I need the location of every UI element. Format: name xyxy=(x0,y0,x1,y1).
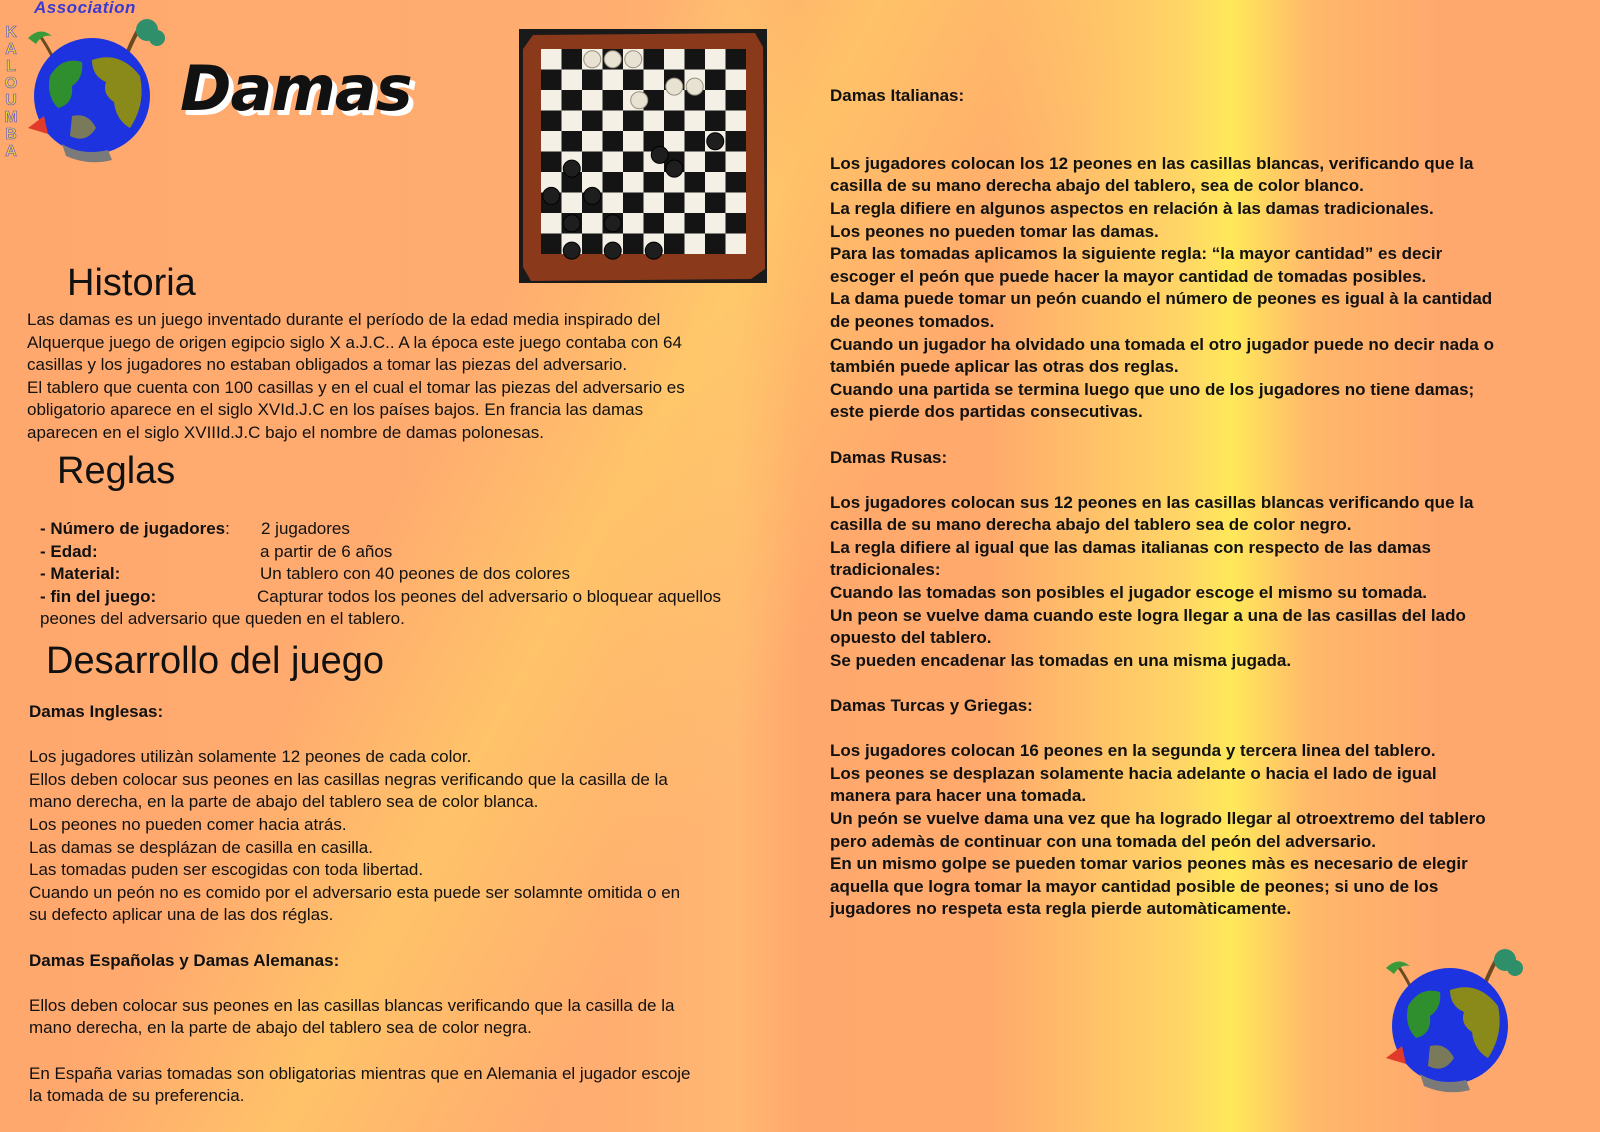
board-square xyxy=(623,213,644,234)
board-square xyxy=(541,131,562,152)
board-square xyxy=(562,49,583,70)
rule-label: - fin del juego: xyxy=(40,586,157,606)
inglesas-line: Ellos deben colocar sus peones en las casillas negras verificando que la casilla de la xyxy=(29,769,668,789)
board-square xyxy=(603,90,624,111)
board-square xyxy=(562,131,583,152)
historia-line: Alquerque juego de origen egipcio siglo X a.J.C.. A la época este juego contaba con 64 xyxy=(27,332,682,352)
historia-heading: Historia xyxy=(67,262,196,304)
board-square xyxy=(562,111,583,132)
board-square xyxy=(685,213,706,234)
board-square xyxy=(644,111,665,132)
board-square xyxy=(726,213,747,234)
logo-letter: L xyxy=(6,58,16,75)
italianas-line: este pierde dos partidas consecutivas. xyxy=(830,402,1143,422)
rule-label xyxy=(40,518,230,541)
board-square xyxy=(685,172,706,193)
board-square xyxy=(644,193,665,214)
board-square xyxy=(644,172,665,193)
rusas-line: Los jugadores colocan sus 12 peones en las casillas blancas verificando que la xyxy=(830,492,1474,512)
turcas-title: Damas Turcas y Griegas: xyxy=(830,696,1033,716)
espana-line: la tomada de su preferencia. xyxy=(29,1086,245,1106)
rule-value: Capturar todos los peones del adversario o bloquear aquellos xyxy=(257,586,722,606)
board-piece xyxy=(604,51,621,68)
board-piece xyxy=(563,215,580,232)
rusas-line: Se pueden encadenar las tomadas en una misma jugada. xyxy=(830,650,1292,670)
rule-value: 2 jugadores xyxy=(261,519,350,538)
turcas-line: pero ademàs de continuar con una tomada del peón del adversario. xyxy=(830,831,1377,851)
board-square xyxy=(705,90,726,111)
board-piece xyxy=(651,146,668,163)
board-square xyxy=(726,49,747,70)
page-title: Damas xyxy=(180,52,412,125)
board-square xyxy=(541,213,562,234)
rule-value: a partir de 6 años xyxy=(260,541,393,561)
historia-line: aparecen en el siglo XVIIId.J.C bajo el nombre de damas polonesas. xyxy=(27,422,544,442)
italianas-line: Los peones no pueden tomar las damas. xyxy=(830,221,1159,241)
italianas-line: Cuando una partida se termina luego que uno de los jugadores no tiene damas; xyxy=(830,379,1475,399)
board-square xyxy=(726,111,747,132)
italianas-line: Los jugadores colocan los 12 peones en las casillas blancas, verificando que la xyxy=(830,153,1474,173)
espanolas-title: Damas Españolas y Damas Alemanas: xyxy=(29,950,340,970)
rusas-line: La regla difiere al igual que las damas italianas con respecto de las damas xyxy=(830,537,1431,557)
board-square xyxy=(603,111,624,132)
board-square xyxy=(623,70,644,91)
rule-row xyxy=(40,518,780,541)
logo-letter: A xyxy=(5,41,17,58)
board-square xyxy=(705,49,726,70)
logo-letter: O xyxy=(4,75,18,92)
rule-label: - Material: xyxy=(40,564,121,584)
rule-value: Un tablero con 40 peones de dos colores xyxy=(260,564,570,584)
globe-decoration-icon xyxy=(1380,946,1530,1096)
board-square xyxy=(603,193,624,214)
inglesas-line: mano derecha, en la parte de abajo del tablero sea de color blanca. xyxy=(29,792,539,812)
board-square xyxy=(664,111,685,132)
board-square xyxy=(541,70,562,91)
board-square xyxy=(644,213,665,234)
board-square xyxy=(705,213,726,234)
historia-text xyxy=(27,309,787,445)
reglas-list xyxy=(40,518,780,631)
rule-continuation: peones del adversario que queden en el tablero. xyxy=(40,609,405,629)
board-square xyxy=(726,70,747,91)
board-square xyxy=(664,234,685,255)
board-square xyxy=(582,131,603,152)
rusas-line: casilla de su mano derecha abajo del tablero sea de color negro. xyxy=(830,515,1352,535)
rule-row xyxy=(40,541,780,564)
board-square xyxy=(582,213,603,234)
board-square xyxy=(541,152,562,173)
board-square xyxy=(582,111,603,132)
board-piece xyxy=(604,242,621,259)
board-square xyxy=(623,172,644,193)
board-square xyxy=(705,152,726,173)
board-square xyxy=(664,213,685,234)
board-square xyxy=(541,90,562,111)
board-square xyxy=(664,49,685,70)
board-square xyxy=(603,131,624,152)
logo-letter: B xyxy=(5,126,17,143)
rusas-line: tradicionales: xyxy=(830,560,941,580)
italianas-line: Para las tomadas aplicamos la siguiente regla: “la mayor cantidad” es decir xyxy=(830,244,1443,264)
board-square xyxy=(705,111,726,132)
board-square xyxy=(726,172,747,193)
board-square xyxy=(562,90,583,111)
inglesas-line: Los peones no pueden comer hacia atrás. xyxy=(29,814,347,834)
rule-label: - Edad: xyxy=(40,541,98,561)
turcas-line: jugadores no respeta esta regla pierde automàticamente. xyxy=(830,899,1292,919)
checkerboard-photo xyxy=(519,29,767,283)
board-square xyxy=(562,193,583,214)
turcas-line: Los peones se desplazan solamente hacia adelante o hacia el lado de igual xyxy=(830,763,1437,783)
board-square xyxy=(623,152,644,173)
board-square xyxy=(541,234,562,255)
board-square xyxy=(664,131,685,152)
board-square xyxy=(685,49,706,70)
board-square xyxy=(623,111,644,132)
board-piece xyxy=(563,160,580,177)
board-square xyxy=(726,90,747,111)
board-square xyxy=(685,131,706,152)
board-square xyxy=(603,172,624,193)
board-square xyxy=(726,234,747,255)
italianas-line: escoger el peón que puede hacer la mayor cantidad de tomadas posibles. xyxy=(830,266,1427,286)
italianas-title: Damas Italianas: xyxy=(830,86,965,105)
association-label: Association xyxy=(34,0,136,17)
board-square xyxy=(623,131,644,152)
historia-line: El tablero que cuenta con 100 casillas y en el cual el tomar las piezas del adversario es xyxy=(27,377,685,397)
board-square xyxy=(541,111,562,132)
board-square xyxy=(562,70,583,91)
logo-letter: U xyxy=(5,92,17,109)
board-piece xyxy=(625,51,642,68)
inglesas-line: Los jugadores utilizàn solamente 12 peones de cada color. xyxy=(29,747,472,767)
rule-separator: : xyxy=(225,519,230,538)
rusas-line: Cuando las tomadas son posibles el jugador escoge el mismo su tomada. xyxy=(830,583,1428,603)
espanolas-line: Ellos deben colocar sus peones en las casillas blancas verificando que la casilla de la xyxy=(29,995,675,1015)
logo-letter: K xyxy=(5,24,17,41)
board-square xyxy=(685,193,706,214)
inglesas-line: Cuando un peón no es comido por el adversario esta puede ser solamnte omitida o en xyxy=(29,882,681,902)
globe-logo-icon xyxy=(22,16,172,166)
italianas-line: casilla de su mano derecha abajo del tablero, sea de color blanco. xyxy=(830,176,1364,196)
historia-line: Las damas es un juego inventado durante el período de la edad media inspirado del xyxy=(27,310,661,329)
reglas-heading: Reglas xyxy=(57,450,176,492)
board-square xyxy=(644,49,665,70)
board-square xyxy=(623,234,644,255)
board-square xyxy=(603,152,624,173)
board-square xyxy=(582,234,603,255)
board-square xyxy=(685,152,706,173)
historia-line: casillas y los jugadores no estaban obligados a tomar las piezas del adversario. xyxy=(27,355,628,375)
board-square xyxy=(705,70,726,91)
board-piece xyxy=(707,133,724,150)
board-piece xyxy=(563,242,580,259)
rule-row xyxy=(40,563,780,586)
board-piece xyxy=(604,215,621,232)
board-piece xyxy=(666,160,683,177)
board-square xyxy=(685,111,706,132)
desarrollo-heading: Desarrollo del juego xyxy=(46,640,384,682)
inglesas-title: Damas Inglesas: xyxy=(29,702,164,721)
turcas-line: manera para hacer una tomada. xyxy=(830,786,1087,806)
board-square xyxy=(541,49,562,70)
right-column-text xyxy=(830,85,1600,921)
board-square xyxy=(685,234,706,255)
board-square xyxy=(664,193,685,214)
rusas-line: opuesto del tablero. xyxy=(830,628,992,648)
historia-line: obligatorio aparece en el siglo XVId.J.C en los países bajos. En francia las damas xyxy=(27,400,644,420)
board-square xyxy=(726,193,747,214)
logo-letter: A xyxy=(5,143,17,160)
rusas-title: Damas Rusas: xyxy=(830,447,948,467)
turcas-line: Un peón se vuelve dama una vez que ha logrado llegar al otroextremo del tablero xyxy=(830,809,1486,828)
inglesas-line: Las damas se desplázan de casilla en casilla. xyxy=(29,837,373,857)
board-piece xyxy=(584,187,601,204)
board-piece xyxy=(666,78,683,95)
logo-letter: M xyxy=(4,109,18,126)
italianas-line: también puede aplicar las otras dos reglas. xyxy=(830,357,1179,377)
turcas-line: aquella que logra tomar la mayor cantidad posible de peones; si uno de los xyxy=(830,876,1439,896)
board-square xyxy=(705,234,726,255)
board-square xyxy=(705,193,726,214)
board-square xyxy=(603,70,624,91)
board-piece xyxy=(645,242,662,259)
board-square xyxy=(726,152,747,173)
italianas-line: de peones tomados. xyxy=(830,311,995,331)
italianas-line: Cuando un jugador ha olvidado una tomada el otro jugador puede no decir nada o xyxy=(830,334,1494,354)
espanolas-line: mano derecha, en la parte de abajo del tablero sea de color negra. xyxy=(29,1018,532,1038)
board-square xyxy=(705,172,726,193)
board-square xyxy=(582,90,603,111)
espana-line: En España varias tomadas son obligatorias mientras que en Alemania el jugador escoje xyxy=(29,1063,691,1083)
rule-row xyxy=(40,586,780,609)
board-piece xyxy=(543,187,560,204)
rusas-line: Un peon se vuelve dama cuando este logra llegar a una de las casillas del lado xyxy=(830,605,1466,625)
desarrollo-text xyxy=(29,701,789,1108)
italianas-line: La regla difiere en algunos aspectos en relación à las damas tradicionales. xyxy=(830,198,1434,218)
board-square xyxy=(582,70,603,91)
board-piece xyxy=(631,92,648,109)
board-square xyxy=(582,152,603,173)
board-square xyxy=(644,70,665,91)
board-piece xyxy=(584,51,601,68)
inglesas-line: Las tomadas puden ser escogidas con toda libertad. xyxy=(29,860,424,880)
rule-label-text: - Número de jugadores xyxy=(40,519,226,538)
inglesas-line: su defecto aplicar una de las dos réglas. xyxy=(29,905,334,925)
turcas-line: En un mismo golpe se pueden tomar varios peones màs es necesario de elegir xyxy=(830,854,1468,874)
italianas-line: La dama puede tomar un peón cuando el número de peones es igual à la cantidad xyxy=(830,289,1493,309)
board-square xyxy=(623,193,644,214)
turcas-line: Los jugadores colocan 16 peones en la segunda y tercera linea del tablero. xyxy=(830,741,1436,761)
kaloumba-vertical-text xyxy=(3,24,19,160)
board-piece xyxy=(686,78,703,95)
board-square xyxy=(726,131,747,152)
